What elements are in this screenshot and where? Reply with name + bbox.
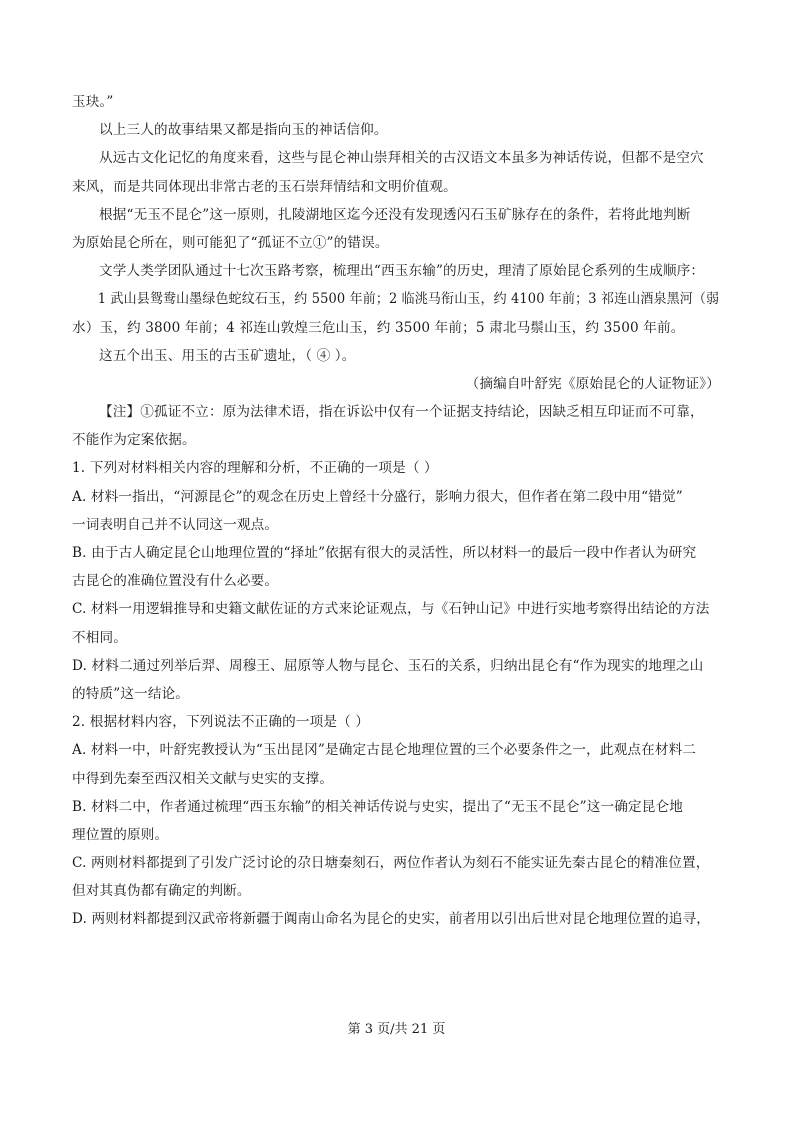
- option-line: C. 材料一用逻辑推导和史籍文献佐证的方式来论证观点，与《石钟山记》中进行实地考察得出结论的方法: [72, 601, 710, 618]
- option-line: 不相同。: [72, 629, 127, 646]
- option-line: 的特质”这一结论。: [72, 685, 190, 702]
- option-line: A. 材料一指出，“河源昆仑”的观念在历史上曾经十分盛行，影响力很大，但作者在第二段中用“错觉”: [72, 488, 683, 505]
- option-line: A. 材料一中，叶舒宪教授认为“玉出昆冈”是确定古昆仑地理位置的三个必要条件之一，此观点在材料二: [72, 742, 697, 759]
- paragraph-line: 根据“无玉不昆仑”这一原则，扎陵湖地区迄今还没有发现透闪石玉矿脉存在的条件，若将此地判断: [99, 206, 691, 223]
- paragraph-line: 文学人类学团队通过十七次玉路考察，梳理出“西玉东输”的历史，理清了原始昆仑系列的生成顺序：: [99, 263, 705, 280]
- option-line: B. 由于古人确定昆仑山地理位置的“择址”依据有很大的灵活性，所以材料一的最后一段中作者认为研究: [72, 545, 697, 561]
- source-citation: （摘编自叶舒宪《原始昆仑的人证物证》）: [465, 375, 720, 392]
- question-stem: 2. 根据材料内容，下列说法不正确的一项是（ ）: [72, 714, 370, 731]
- option-line: 但对其真伪都有确定的判断。: [72, 883, 251, 900]
- note-line: 【注】①孤证不立：原为法律术语，指在诉讼中仅有一个证据支持结论，因缺乏相互印证而不可靠，: [99, 404, 704, 421]
- note-line: 不能作为定案依据。: [72, 432, 196, 449]
- option-line: B. 材料二中，作者通过梳理“西玉东输”的相关神话传说与史实，提出了“无玉不昆仑”这一确定昆仑地: [72, 798, 683, 815]
- document-body: [72, 88, 720, 934]
- option-line: 中得到先秦至西汉相关文献与史实的支撑。: [72, 770, 334, 787]
- option-line: 古昆仑的准确位置没有什么必要。: [72, 573, 279, 590]
- question-stem: 1. 下列对材料相关内容的理解和分析，不正确的一项是（ ）: [72, 460, 438, 477]
- text-line: 水）玉，约 3800 年前；4 祁连山敦煌三危山玉，约 3500 年前；5 肃北马鬃山玉，约 3500 年前。: [72, 319, 685, 336]
- option-line: D. 材料二通过列举后羿、周穆王、屈原等人物与昆仑、玉石的关系，归纳出昆仑有“作为现实的地理之山: [72, 657, 704, 674]
- paragraph-line: 以上三人的故事结果又都是指向玉的神话信仰。: [99, 122, 388, 139]
- option-line: D. 两则材料都提到汉武帝将新疆于阗南山命名为昆仑的史实，前者用以引出后世对昆仑地理位置的追寻，: [72, 911, 710, 928]
- text-line: 来风，而是共同体现出非常古老的玉石崇拜情结和文明价值观。: [72, 178, 457, 195]
- text-line: 玉玦。”: [72, 94, 114, 110]
- paragraph-line: 从远古文化记忆的角度来看，这些与昆仑神山崇拜相关的古汉语文本虽多为神话传说，但都不是空穴: [99, 150, 704, 167]
- page-number-footer: 第 3 页/共 21 页: [347, 1022, 446, 1037]
- text-line: 1 武山县鸳鸯山墨绿色蛇纹石玉，约 5500 年前；2 临洮马衔山玉，约 4100 年前；3 祁连山酒泉黑河（弱: [97, 291, 720, 308]
- option-line: C. 两则材料都提到了引发广泛讨论的尕日塘秦刻石，两位作者认为刻石不能实证先秦古昆仑的精准位置，: [72, 855, 710, 872]
- option-line: 理位置的原则。: [72, 826, 169, 843]
- option-line: 一词表明自己并不认同这一观点。: [72, 516, 279, 533]
- text-line: 为原始昆仑所在，则可能犯了“孤证不立①”的错误。: [72, 234, 389, 251]
- blank-question-line: 这五个出玉、用玉的古玉矿遗址，（ ④ ）。: [99, 347, 356, 364]
